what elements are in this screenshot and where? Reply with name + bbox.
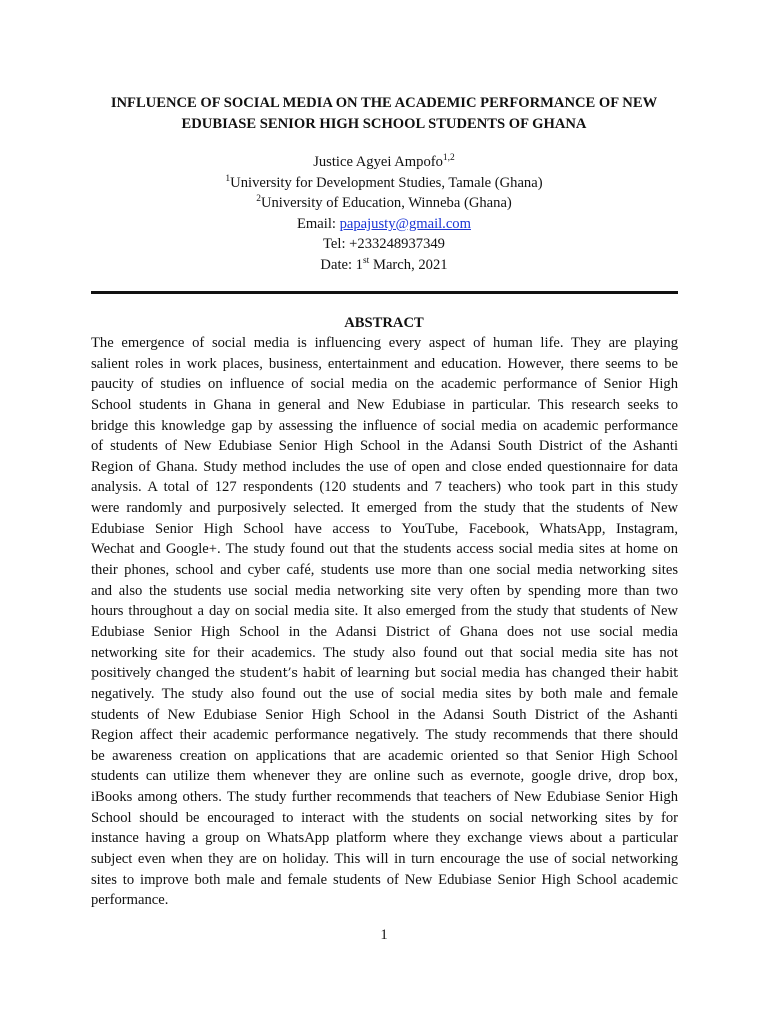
abstract-line: paucity of studies on influence of social media on the academic performance of Senior High bbox=[91, 376, 678, 393]
abstract-line: School students in Ghana in general and New Edubiase in particular. This research seeks to bbox=[91, 396, 678, 413]
email-row bbox=[60, 214, 708, 235]
affiliation-2-mark: 2 bbox=[256, 194, 261, 205]
affiliation-2-text: University of Education, Winneba (Ghana) bbox=[260, 195, 512, 212]
abstract-body bbox=[91, 333, 678, 911]
abstract-line: Edubiase Senior High School have access to YouTube, Facebook, WhatsApp, Instagram, bbox=[91, 520, 678, 537]
abstract-line: and also the students use social media networking site very often by spending more than two bbox=[91, 582, 678, 599]
email-label: Email: bbox=[297, 215, 340, 232]
abstract-line: salient roles in work places, business, entertainment and education. However, there seems to be bbox=[91, 355, 678, 372]
title-line-2: EDUBIASE SENIOR HIGH SCHOOL STUDENTS OF GHANA bbox=[181, 116, 587, 132]
date-prefix: Date: 1 bbox=[320, 256, 363, 273]
author-name bbox=[60, 152, 708, 173]
abstract-line: iBooks among others. The study further recommends that teachers of New Edubiase Senior High bbox=[91, 789, 678, 806]
abstract-line: Wechat and Google+. The study found out that the students access social media sites at home on bbox=[91, 541, 678, 558]
date-suffix: March, 2021 bbox=[369, 256, 448, 273]
abstract-line: subject even when they are on holiday. This will in turn encourage the use of social networking bbox=[91, 851, 678, 868]
abstract-line: positively changed the student’s habit of learning but social media has changed their habit bbox=[91, 665, 678, 681]
affiliation-1 bbox=[60, 173, 708, 194]
abstract-line: sites to improve both male and female students of New Edubiase Senior High School academic bbox=[91, 871, 678, 888]
abstract-line: The emergence of social media is influencing every aspect of human life. They are playing bbox=[91, 335, 678, 351]
abstract-line: Region of Ghana. Study method includes the use of open and close ended questionnaire for data bbox=[91, 458, 678, 475]
abstract-line: networking site for their academics. The study also found out that social media site has not bbox=[91, 644, 678, 661]
page-number: 1 bbox=[380, 927, 388, 943]
abstract-line: School should be encouraged to interact with the students on social networking sites by for bbox=[91, 809, 678, 826]
author-name-text: Justice Agyei Ampofo bbox=[313, 154, 443, 170]
telephone: Tel: +233248937349 bbox=[323, 236, 445, 253]
abstract-line: Region affect their academic performance negatively. The study recommends that there should bbox=[91, 727, 678, 744]
title-line-1: INFLUENCE OF SOCIAL MEDIA ON THE ACADEMIC PERFORMANCE OF NEW bbox=[110, 95, 658, 111]
affiliation-1-mark: 1 bbox=[225, 173, 231, 184]
abstract-line: were randomly and purposively selected. It emerged from the study that the students of New bbox=[91, 500, 678, 517]
abstract-line: be awareness creation on applications that are academic oriented so that Senior High School bbox=[91, 747, 678, 764]
date-row bbox=[60, 255, 708, 276]
abstract-line: negatively. The study also found out the use of social media sites by both male and female bbox=[91, 685, 678, 702]
abstract-line: students can utilize them whenever they are online such as evernote, google drive, drop box, bbox=[91, 768, 678, 785]
affiliation-1-text: University for Development Studies, Tamale (Ghana) bbox=[230, 174, 543, 191]
paper-title bbox=[60, 93, 708, 135]
abstract-heading: ABSTRACT bbox=[344, 315, 424, 331]
abstract-line: hours throughout a day on social media site. It also emerged from the study that students of New bbox=[91, 603, 678, 620]
abstract-line: Edubiase Senior High School in the Adansi District of Ghana does not use social media bbox=[91, 623, 678, 640]
date-ordinal: st bbox=[362, 255, 370, 266]
abstract-line: their phones, school and cyber café, students use more than one social media networking sites bbox=[91, 562, 678, 579]
email-link[interactable]: papajusty@gmail.com bbox=[339, 215, 471, 232]
abstract-line: performance. bbox=[91, 892, 169, 909]
author-affiliation-marks: 1,2 bbox=[442, 153, 455, 163]
abstract-line: instance having a group on WhatsApp platform where they exchange views about a particular bbox=[91, 830, 678, 847]
author-block bbox=[60, 152, 708, 276]
affiliation-2 bbox=[60, 193, 708, 214]
abstract-line: analysis. A total of 127 respondents (120 students and 7 teachers) who took part in this study bbox=[91, 479, 678, 496]
abstract-line: bridge this knowledge gap by assessing the influence of social media on academic performance bbox=[91, 417, 678, 434]
section-divider bbox=[91, 291, 678, 294]
abstract-line: of students of New Edubiase Senior High School in the Adansi South District of the Ashanti bbox=[91, 438, 678, 455]
abstract-line: students of New Edubiase Senior High School in the Adansi South District of the Ashanti bbox=[91, 706, 678, 723]
